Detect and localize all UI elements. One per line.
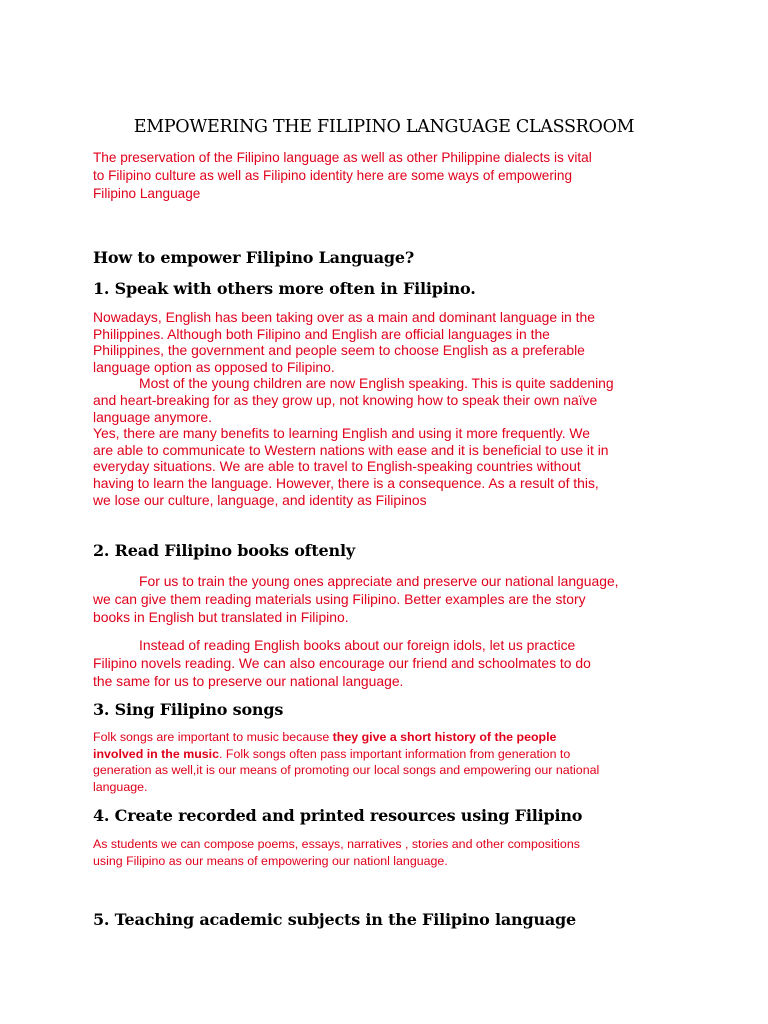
text-line: Instead of reading English books about our foreign idols, let us practice <box>139 636 576 653</box>
text-line: language. <box>93 779 148 794</box>
text-line: the same for us to preserve our national language. <box>93 673 404 690</box>
text-line: books in English but translated in Filipino. <box>93 609 349 626</box>
bold-text-run: involved in the music <box>93 746 219 761</box>
text-line: Nowadays, English has been taking over as a main and dominant language in the <box>93 309 595 325</box>
section-1-paragraph <box>93 309 693 508</box>
text-line: using Filipino as our means of empowering our nationl language. <box>93 853 448 868</box>
text-run: . Folk songs often pass important information from generation to <box>219 746 571 761</box>
intro-line: The preservation of the Filipino language as well as other Philippine dialects is vital <box>93 150 592 165</box>
text-line: Yes, there are many benefits to learning English and using it more frequently. We <box>93 425 591 442</box>
section-3-paragraph <box>93 729 693 795</box>
text-line: As students we can compose poems, essays, narratives , stories and other compositions <box>93 837 580 851</box>
text-line: Philippines, the government and people seem to choose English as a preferable <box>93 342 585 359</box>
question-heading: How to empower Filipino Language? <box>93 248 415 267</box>
text-line: having to learn the language. However, there is a consequence. As a result of this, <box>93 474 599 491</box>
intro-line: Filipino Language <box>93 186 201 201</box>
text-line: we lose our culture, language, and identity as Filipinos <box>93 491 427 508</box>
bold-text-run: they give a short history of the people <box>332 730 557 744</box>
section-1-heading: 1. Speak with others more often in Filipino. <box>93 279 476 298</box>
text-line: language anymore. <box>93 408 212 425</box>
section-2-paragraph <box>93 572 693 690</box>
text-line: everyday situations. We are able to travel to English-speaking countries without <box>93 458 581 475</box>
text-line: and heart-breaking for as they grow up, not knowing how to speak their own naïve <box>93 391 598 408</box>
text-line <box>93 729 693 746</box>
text-line: Most of the young children are now English speaking. This is quite saddening <box>139 375 614 392</box>
section-4-paragraph <box>93 836 693 869</box>
section-5-heading: 5. Teaching academic subjects in the Filipino language <box>93 910 577 929</box>
section-2-heading: 2. Read Filipino books oftenly <box>93 541 355 560</box>
text-line: generation as well,it is our means of promoting our local songs and empowering our national <box>93 763 600 778</box>
text-line: are able to communicate to Western nations with ease and it is beneficial to use it in <box>93 441 609 458</box>
text-line <box>93 746 693 763</box>
section-3-heading: 3. Sing Filipino songs <box>93 700 284 719</box>
document-title: EMPOWERING THE FILIPINO LANGUAGE CLASSROOM <box>133 117 635 137</box>
intro-paragraph <box>93 149 693 203</box>
text-line: For us to train the young ones appreciate and preserve our national language, <box>139 573 619 589</box>
text-line: Philippines. Although both Filipino and English are official languages in the <box>93 325 550 342</box>
text-line: Filipino novels reading. We can also encourage our friend and schoolmates to do <box>93 654 591 671</box>
section-4-heading: 4. Create recorded and printed resources using Filipino <box>93 806 583 825</box>
text-line: we can give them reading materials using Filipino. Better examples are the story <box>93 591 586 608</box>
text-run: Folk songs are important to music because <box>93 730 333 744</box>
text-line: language option as opposed to Filipino. <box>93 358 335 375</box>
intro-line: to Filipino culture as well as Filipino identity here are some ways of empowering <box>93 168 573 183</box>
